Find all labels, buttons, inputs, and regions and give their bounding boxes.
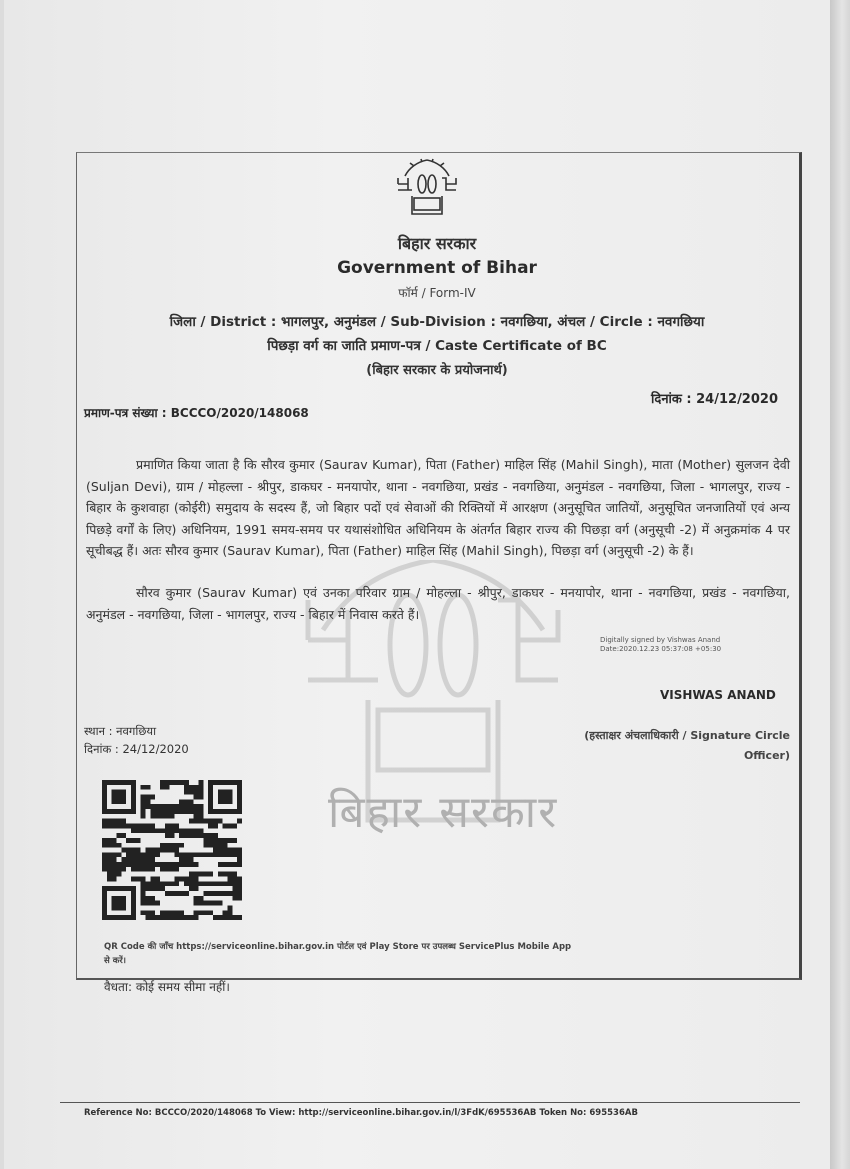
qr-code[interactable] <box>102 780 242 920</box>
issue-date: दिनांक : 24/12/2020 <box>651 392 778 407</box>
title-hindi: बिहार सरकार <box>397 234 477 253</box>
signatory-role: (हस्ताक्षर अंचलाधिकारी / Signature Circle Officer) <box>584 729 790 762</box>
reference-line: Reference No: BCCCO/2020/148068 To View: http://serviceonline.bihar.gov.in/l/3FdK/695536AB Token No: 695536AB <box>84 1108 638 1118</box>
validity-note: वैधता: कोई समय सीमा नहीं। <box>104 980 230 994</box>
signatory-name: VISHWAS ANAND <box>660 688 776 702</box>
digital-signature-block <box>600 636 790 654</box>
place-line: स्थान : नवगछिया <box>84 724 157 738</box>
form-number: फॉर्म / Form-IV <box>398 286 476 300</box>
qr-verification-note: QR Code की जाँच https://serviceonline.bihar.gov.in पोर्टल एवं Play Store पर उपलब्ध ServicePlus Mobile App से करें। <box>104 942 572 966</box>
place-date-line: दिनांक : 24/12/2020 <box>84 742 189 756</box>
certificate-purpose: (बिहार सरकार के प्रयोजनार्थ) <box>366 363 508 378</box>
certificate-type: पिछड़ा वर्ग का जाति प्रमाण-पत्र / Caste Certificate of BC <box>267 338 607 354</box>
place-date-block <box>84 722 189 758</box>
watermark-text: बिहार सरकार <box>328 787 559 838</box>
footer-divider <box>60 1102 800 1103</box>
bihar-emblem-icon <box>394 158 460 216</box>
district-line: जिला / District : भागलपुर, अनुमंडल / Sub-Division : नवगछिया, अंचल / Circle : नवगछिया <box>169 314 705 330</box>
title-english: Government of Bihar <box>337 258 537 278</box>
digital-signature-line-1: Digitally signed by Vishwas Anand <box>600 636 721 644</box>
digital-signature-line-2: Date:2020.12.23 05:37:08 +05:30 <box>600 645 722 653</box>
certificate-number: प्रमाण-पत्र संख्या : BCCCO/2020/148068 <box>84 406 309 420</box>
certificate-paragraph-2: सौरव कुमार (Saurav Kumar) एवं उनका परिवार ग्राम / मोहल्ला - श्रीपुर, डाकघर - मनयापोर, थाना - नवगछिया, प्रखंड - नवगछिया, अनुमंडल - नवगछिया, जिला - भागलपुर, राज्य - बिहार में निवास करते हैं। <box>86 585 790 622</box>
certificate-paragraph-1: प्रमाणित किया जाता है कि सौरव कुमार (Saurav Kumar), पिता (Father) माहिल सिंह (Mahil Singh), माता (Mother) सुलजन देवी (Suljan Devi), ग्राम / मोहल्ला - श्रीपुर, डाकघर - मनयापोर, थाना - नवगछिया, प्रखंड - नवगछिया, अनुमंडल - नवगछिया, जिला - भागलपुर, राज्य - बिहार के कुशवाहा (कोईरी) समुदाय के सदस्य हैं, जो बिहार पदों एवं सेवाओं की रिक्तियों में आरक्षण (अनुसूचित जातियों, अनुसूचित जनजातियों एवं अन्य पिछड़े वर्गों के लिए) अधिनियम, 1991 समय-समय पर यथासंशोधित अधिनियम के अंतर्गत बिहार राज्य की पिछड़ा वर्ग (अनुसूची -2) में अनुक्रमांक 4 पर सूचीबद्ध हैं। अतः सौरव कुमार (Saurav Kumar), पिता (Father) माहिल सिंह (Mahil Singh), पिछड़ा वर्ग (अनुसूची -2) के हैं। <box>86 457 790 558</box>
paper-edge <box>830 0 850 1169</box>
